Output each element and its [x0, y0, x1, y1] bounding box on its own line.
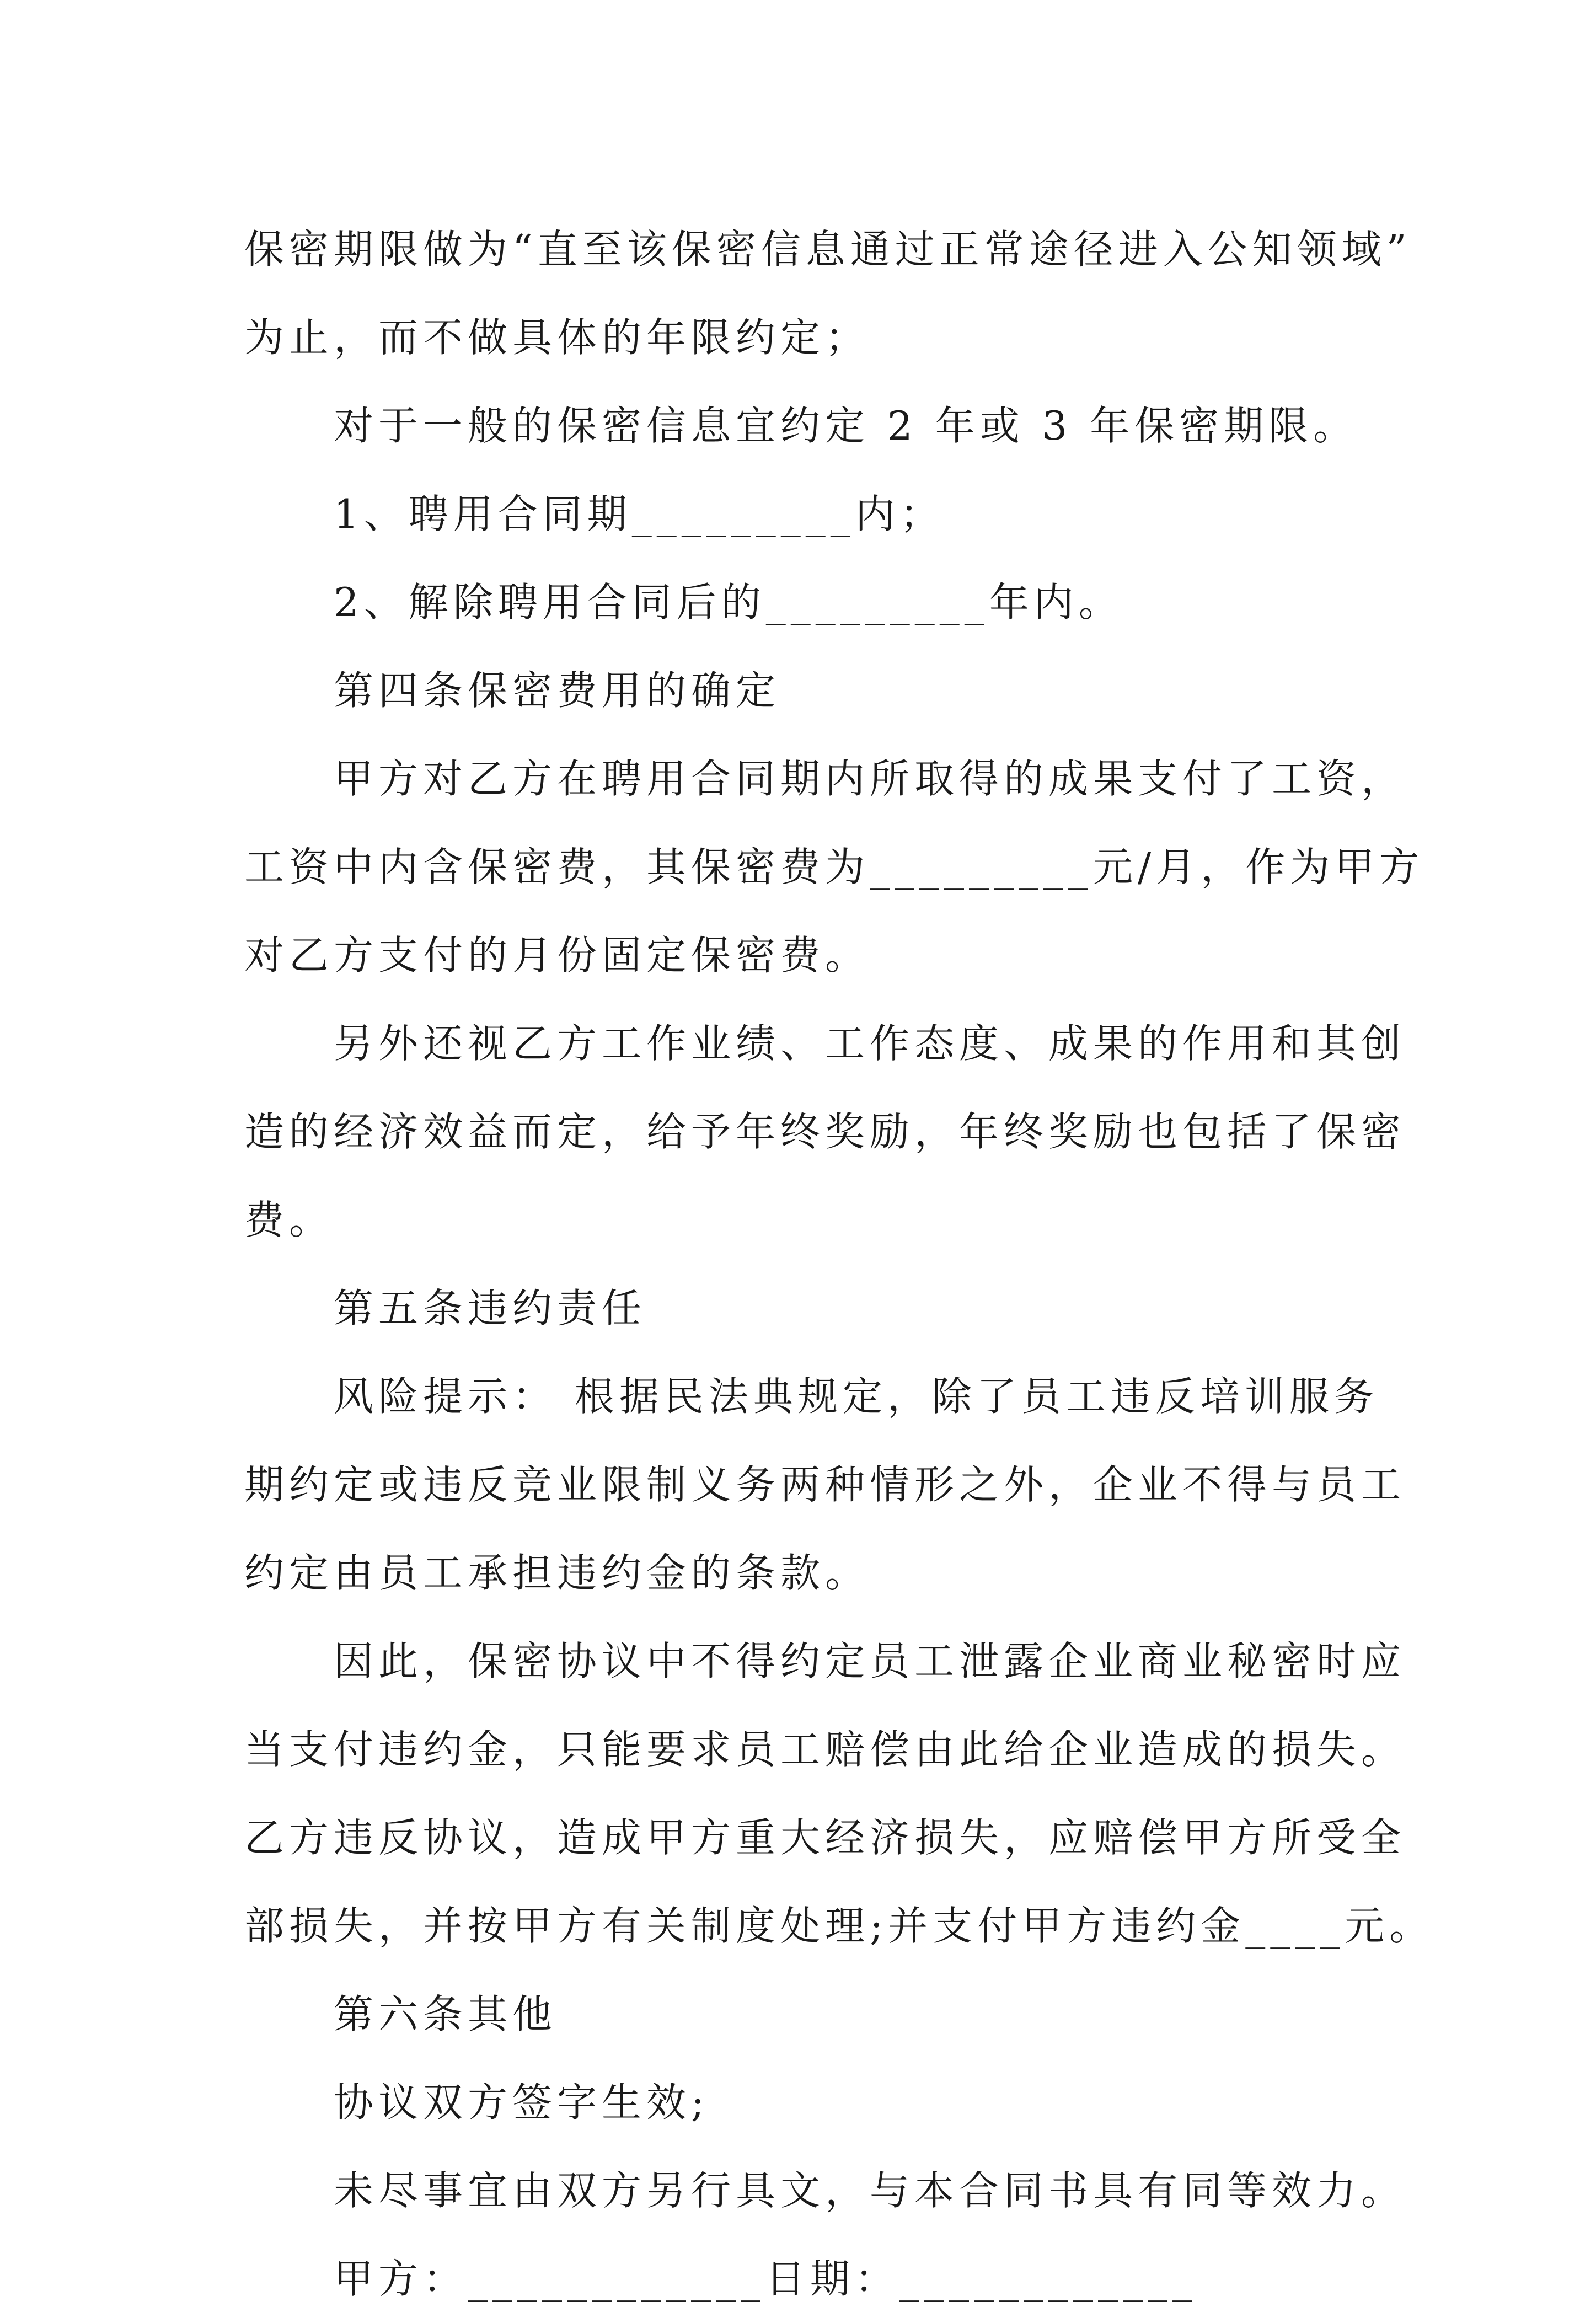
text-line: 第五条违约责任	[334, 1285, 647, 1331]
text-line: 甲方对乙方在聘用合同期内所取得的成果支付了工资，	[334, 756, 1406, 802]
text-line: 为止，而不做具体的年限约定；	[244, 314, 870, 361]
text-line: 另外还视乙方工作业绩、工作态度、成果的作用和其创	[334, 1020, 1406, 1067]
text-line: 保密期限做为“直至该保密信息通过正常途径进入公知领域”	[244, 226, 1412, 272]
text-line: 约定由员工承担违约金的条款。	[244, 1550, 870, 1596]
text-line: 期约定或违反竞业限制义务两种情形之外，企业不得与员工	[244, 1462, 1406, 1508]
text-line: 2、解除聘用合同后的_________年内。	[334, 579, 1123, 625]
text-line: 费。	[244, 1197, 334, 1243]
text-line: 造的经济效益而定，给予年终奖励，年终奖励也包括了保密	[244, 1109, 1406, 1155]
text-line: 乙方违反协议，造成甲方重大经济损失，应赔偿甲方所受全	[244, 1814, 1406, 1861]
text-line: 工资中内含保密费，其保密费为_________元/月，作为甲方	[244, 844, 1424, 890]
text-line: 对乙方支付的月份固定保密费。	[244, 932, 870, 978]
text-line: 协议双方签字生效;	[334, 2079, 710, 2126]
text-line: 风险提示： 根据民法典规定，除了员工违反培训服务	[334, 1373, 1379, 1420]
text-line: 部损失，并按甲方有关制度处理;并支付甲方违约金____元。	[244, 1903, 1434, 1949]
text-line: 因此，保密协议中不得约定员工泄露企业商业秘密时应	[334, 1638, 1406, 1684]
text-line: 1、聘用合同期_________内；	[334, 491, 945, 537]
text-line: 未尽事宜由双方另行具文，与本合同书具有同等效力。	[334, 2167, 1406, 2214]
text-line: 甲方：____________日期：____________	[334, 2256, 1198, 2302]
document-page	[244, 205, 1434, 2323]
text-line: 第四条保密费用的确定	[334, 667, 781, 714]
text-line: 第六条其他	[334, 1991, 558, 2037]
text-line: 当支付违约金，只能要求员工赔偿由此给企业造成的损失。	[244, 1726, 1406, 1773]
text-line: 对于一般的保密信息宜约定 2 年或 3 年保密期限。	[334, 403, 1358, 449]
